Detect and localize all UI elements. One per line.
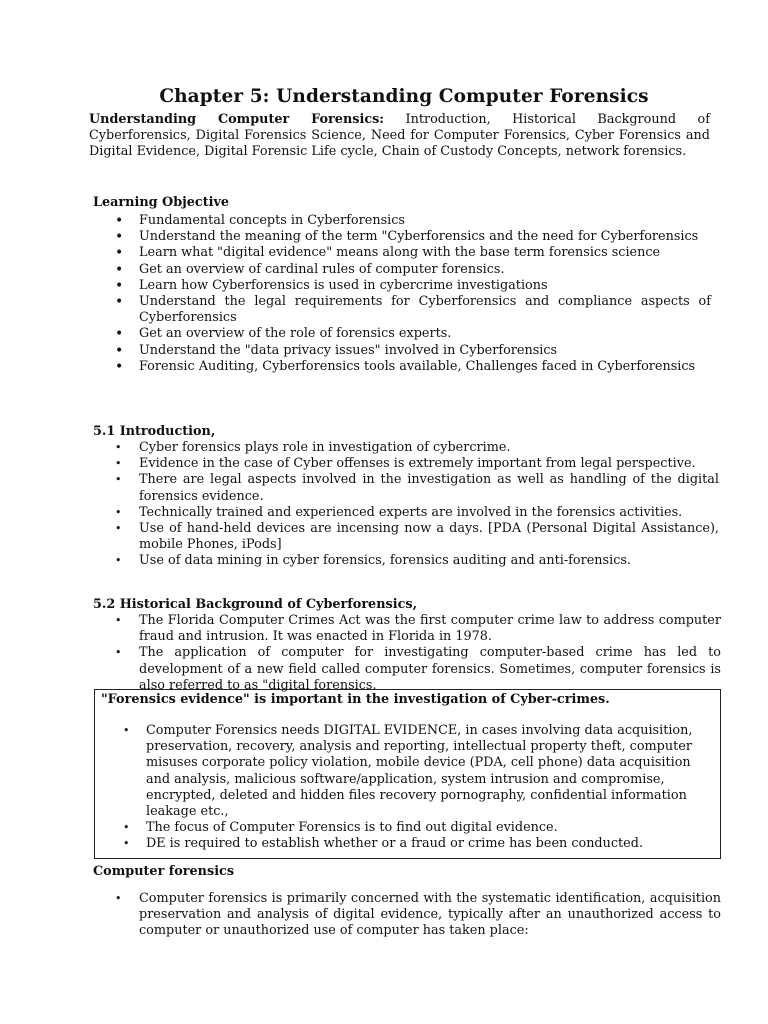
learning-objective-heading: Learning Objective xyxy=(93,195,230,210)
list-item: • The Florida Computer Crimes Act was the first computer crime law to address computer fraud and intrusion. It was enacted in Florida in 1978. xyxy=(93,613,721,645)
list-item: • Understand the legal requirements for Cyberforensics and compliance aspects of Cyberforensics xyxy=(93,294,711,326)
intro-paragraph xyxy=(89,112,710,161)
list-item: • Cyber forensics plays role in investigation of cybercrime. xyxy=(93,440,719,456)
list-item: • Fundamental concepts in Cyberforensics xyxy=(93,213,711,229)
list-item: • There are legal aspects involved in the investigation as well as handling of the digital forensics evidence. xyxy=(93,472,719,504)
page-title: Chapter 5: Understanding Computer Forensics xyxy=(159,86,649,107)
list-item: • Learn what "digital evidence" means along with the base term forensics science xyxy=(93,245,711,261)
list-item: • Understand the "data privacy issues" involved in Cyberforensics xyxy=(93,343,711,359)
list-item: • Technically trained and experienced experts are involved in the forensics activities. xyxy=(93,505,719,521)
list-item: • Computer forensics is primarily concerned with the systematic identification, acquisition preservation and analysis of digital evidence, typically after an unauthorized access to computer or unauthorized use of computer has taken place: xyxy=(93,891,721,940)
list-item: • DE is required to establish whether or a fraud or crime has been conducted. xyxy=(101,836,699,852)
box-title: "Forensics evidence" is important in the investigation of Cyber-crimes. xyxy=(101,692,610,707)
list-item: • Get an overview of the role of forensics experts. xyxy=(93,326,711,342)
section-5-1-heading: 5.1 Introduction, xyxy=(93,424,216,439)
section-5-1-list xyxy=(93,440,719,570)
list-item: • Get an overview of cardinal rules of computer forensics. xyxy=(93,262,711,278)
list-item: • The focus of Computer Forensics is to find out digital evidence. xyxy=(101,820,699,836)
computer-forensics-list xyxy=(93,891,721,940)
section-5-2-heading: 5.2 Historical Background of Cyberforensics, xyxy=(93,597,418,612)
computer-forensics-heading: Computer forensics xyxy=(93,864,235,879)
intro-text: Introduction, Historical Background of Cyberforensics, Digital Forensics Science, Need for Computer Forensics, Cyber Forensics and Digital Evidence, Digital Forensic Life cycle, Chain of Custody Concepts, network forensics. xyxy=(89,112,710,160)
list-item: • The application of computer for investigating computer-based crime has led to development of a new field called computer forensics. Sometimes, computer forensics is also referred to as "digital forensics. xyxy=(93,645,721,694)
forensics-evidence-box xyxy=(94,689,721,859)
list-item: • Evidence in the case of Cyber offenses is extremely important from legal perspective. xyxy=(93,456,719,472)
list-item: • Forensic Auditing, Cyberforensics tools available, Challenges faced in Cyberforensics xyxy=(93,359,711,375)
list-item: • Use of data mining in cyber forensics, forensics auditing and anti-forensics. xyxy=(93,553,719,569)
list-item: • Computer Forensics needs DIGITAL EVIDENCE, in cases involving data acquisition, preservation, recovery, analysis and reporting, intellectual property theft, computer misuses corporate policy violation, mobile device (PDA, cell phone) data acquisition and analysis, malicious software/application, system intrusion and compromise, encrypted, deleted and hidden files recovery pornography, confidential information leakage etc., xyxy=(101,723,699,820)
learning-objective-list xyxy=(93,213,711,375)
section-5-2-list xyxy=(93,613,721,694)
list-item: • Learn how Cyberforensics is used in cybercrime investigations xyxy=(93,278,711,294)
intro-lead: Understanding Computer Forensics: xyxy=(89,112,385,127)
list-item: • Use of hand-held devices are incensing now a days. [PDA (Personal Digital Assistance), mobile Phones, iPods] xyxy=(93,521,719,553)
box-list xyxy=(101,723,699,853)
list-item: • Understand the meaning of the term "Cyberforensics and the need for Cyberforensics xyxy=(93,229,711,245)
